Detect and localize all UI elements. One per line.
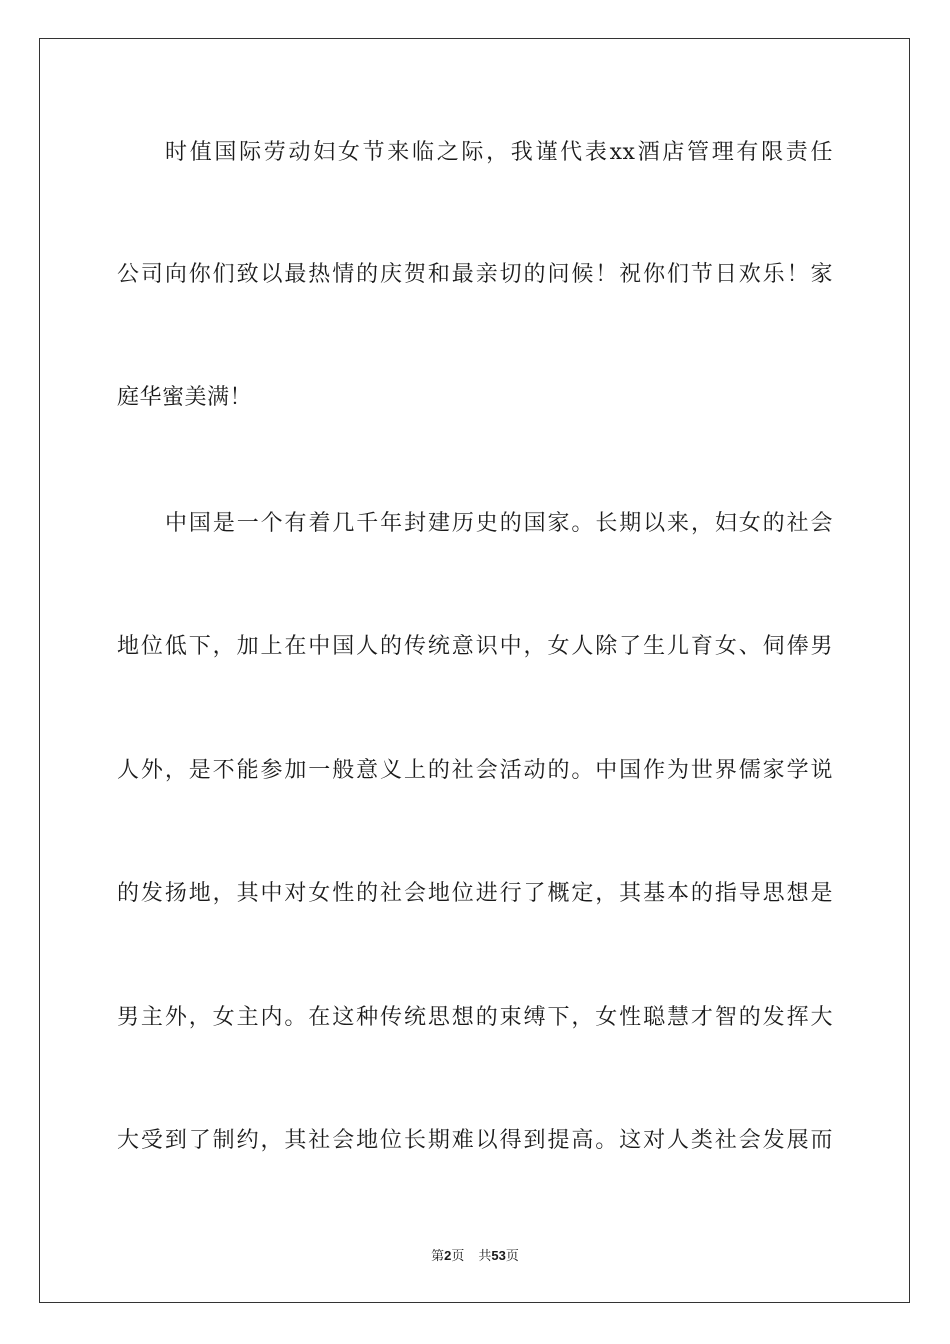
page-number: 2 bbox=[444, 1248, 452, 1263]
page-footer bbox=[0, 1247, 950, 1266]
paragraph-2-line-1: 中国是一个有着几千年封建历史的国家。长期以来，妇女的社会 bbox=[165, 511, 833, 536]
total-suffix: 页 bbox=[505, 1249, 519, 1264]
paragraph-1-line-1: 时值国际劳动妇女节来临之际，我谨代表xx酒店管理有限责任 bbox=[165, 140, 833, 165]
page-suffix: 页 bbox=[451, 1249, 465, 1264]
page-border bbox=[39, 38, 910, 1303]
paragraph-2-line-4: 的发扬地，其中对女性的社会地位进行了概定，其基本的指导思想是 bbox=[117, 881, 833, 906]
page-prefix: 第 bbox=[431, 1249, 445, 1264]
total-pages: 53 bbox=[491, 1248, 506, 1263]
paragraph-1-line-2: 公司向你们致以最热情的庆贺和最亲切的问候！祝你们节日欢乐！家 bbox=[117, 262, 833, 287]
paragraph-2-line-2: 地位低下，加上在中国人的传统意识中，女人除了生儿育女、伺俸男 bbox=[117, 634, 833, 659]
paragraph-2-line-6: 大受到了制约，其社会地位长期难以得到提高。这对人类社会发展而 bbox=[117, 1128, 833, 1153]
paragraph-2-line-5: 男主外，女主内。在这种传统思想的束缚下，女性聪慧才智的发挥大 bbox=[117, 1005, 833, 1030]
paragraph-1-line-3: 庭华蜜美满！ bbox=[117, 385, 253, 410]
total-prefix: 共 bbox=[478, 1249, 492, 1264]
paragraph-2-line-3: 人外，是不能参加一般意义上的社会活动的。中国作为世界儒家学说 bbox=[117, 758, 833, 783]
